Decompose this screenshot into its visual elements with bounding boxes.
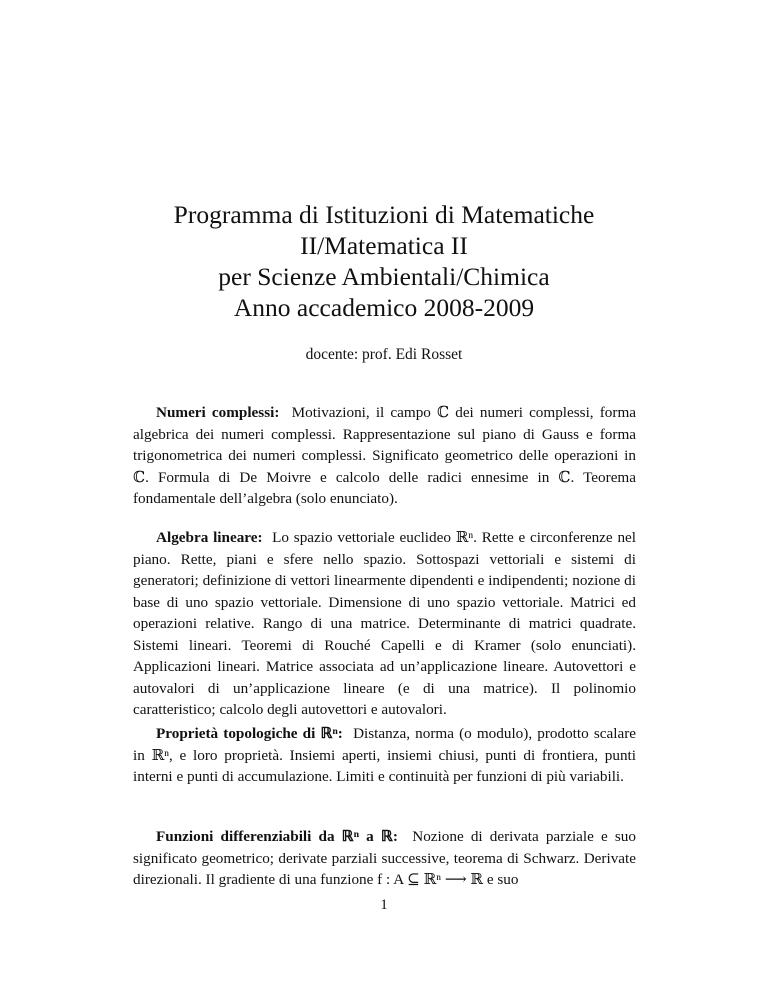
- section-body: Distanza, norma (o modulo), prodotto scalare in ℝⁿ, e loro proprietà. Insiemi aperti, insiemi chiusi, punti di frontiera, punti interni e punti di accumulazione. Limiti e continuità per funzioni di più variabili.: [133, 725, 636, 785]
- title-line-3: per Scienze Ambientali/Chimica: [218, 262, 550, 291]
- section-heading: Proprietà topologiche di ℝⁿ:: [156, 725, 343, 742]
- document-title: [0, 199, 768, 323]
- section-funzioni-differenziabili: [133, 826, 636, 891]
- section-body: Lo spazio vettoriale euclideo ℝⁿ. Rette e circonferenze nel piano. Rette, piani e sfere nello spazio. Sottospazi vettoriali e sistemi di generatori; definizione di vettori linearmente dipendenti e indipendenti; nozione di base di uno spazio vettoriale. Dimensione di uno spazio vettoriale. Matrici ed operazioni relative. Rango di una matrice. Determinante di matrici quadrate. Sistemi lineari. Teoremi di Rouché Capelli e di Kramer (solo enunciati). Applicazioni lineari. Matrice associata ad un’applicazione lineare. Autovettori e autovalori di un’applicazione lineare (e di una matrice). Il polinomio caratteristico; calcolo degli autovettori e autovalori.: [133, 529, 636, 718]
- title-line-2: II/Matematica II: [300, 231, 468, 260]
- section-numeri-complessi: [133, 402, 636, 510]
- section-body: Nozione di derivata parziale e suo significato geometrico; derivate parziali successive, teorema di Schwarz. Derivate direzionali. Il gradiente di una funzione f : A ⊆ ℝⁿ ⟶ ℝ e suo: [133, 828, 636, 888]
- section-heading: Numeri complessi:: [156, 404, 280, 421]
- section-body: Motivazioni, il campo ℂ dei numeri complessi, forma algebrica dei numeri complessi. Rappresentazione sul piano di Gauss e forma trigonometrica dei numeri complessi. Significato geometrico delle operazioni in ℂ. Formula di De Moivre e calcolo delle radici ennesime in ℂ. Teorema fondamentale dell’algebra (solo enunciato).: [133, 404, 636, 507]
- section-proprieta-topologiche: [133, 723, 636, 788]
- page-number: 1: [380, 897, 388, 913]
- section-heading: Funzioni differenziabili da ℝⁿ a ℝ:: [156, 828, 398, 845]
- title-line-1: Programma di Istituzioni di Matematiche: [173, 200, 595, 229]
- section-heading: Algebra lineare:: [156, 529, 263, 546]
- title-line-4: Anno accademico 2008-2009: [233, 293, 535, 322]
- section-algebra-lineare: [133, 527, 636, 721]
- lecturer-line: docente: prof. Edi Rosset: [305, 346, 463, 363]
